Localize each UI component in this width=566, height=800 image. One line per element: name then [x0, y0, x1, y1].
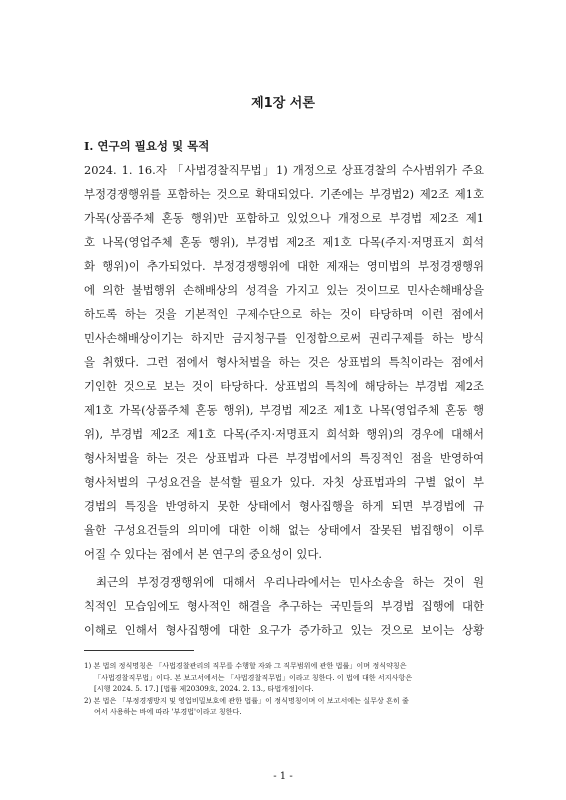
paragraph-line: 이해로 인해서 형사집행에 대한 요구가 증가하고 있는 것으로 보이는 상황 — [84, 623, 484, 637]
paragraph-line: 부정경쟁행위를 포함하는 것으로 확대되었다. 기존에는 부경법2) 제2조 제1호 — [84, 187, 484, 201]
section-heading: Ⅰ. 연구의 필요성 및 목적 — [84, 139, 210, 153]
page-number: - 1 - — [273, 771, 293, 782]
paragraph-line: 최근의 부정경쟁행위에 대해서 우리나라에서는 민사소송을 하는 것이 원 — [96, 575, 484, 589]
paragraph-line: 율한 구성요건들의 의미에 대한 이해 없는 상태에서 잘못된 법집행이 이루 — [84, 523, 484, 537]
footnote-divider — [84, 650, 194, 651]
paragraph-line: 2024. 1. 16.자 「사법경찰직무법」1) 개정으로 상표경찰의 수사범위가 주요 — [84, 163, 484, 177]
paragraph-line: 위), 부경법 제2조 제1호 다목(주지·저명표지 희석화 행위)의 경우에 대해서 — [84, 427, 484, 441]
paragraph-line: 에 의한 불법행위 손해배상의 성격을 가지고 있는 것이므로 민사손해배상을 — [84, 283, 484, 297]
paragraph-line: 민사손해배상이기는 하지만 금지청구를 인정함으로써 권리구제를 하는 방식 — [84, 331, 484, 345]
paragraph-line: 제1호 가목(상품주체 혼동 행위), 부경법 제2조 제1호 나목(영업주체 혼동 행 — [84, 403, 484, 417]
body-paragraph-2 — [84, 570, 484, 642]
paragraph-line: 경법의 특징을 반영하지 못한 상태에서 형사집행을 하게 되면 부경법에 규 — [84, 499, 484, 513]
paragraph-line: 하도록 하는 것을 기본적인 구제수단으로 하는 것이 타당하며 이런 점에서 — [84, 307, 484, 321]
paragraph-line: 형사처벌의 구성요건을 분석할 필요가 있다. 자칫 상표법과의 구별 없이 부 — [84, 475, 484, 489]
footnote-2-line: 2) 본 법은 「부정경쟁방지 및 영업비밀보호에 관한 법률」이 정식명칭이며 이 보고서에는 실무상 흔히 줄 — [84, 695, 409, 705]
footnote-1-line: 1) 본 법의 정식명칭은 「사법경찰관리의 직무를 수행할 자와 그 직무범위에 관한 법률」이며 정식약칭은 — [84, 661, 407, 670]
footnote-1-line: 「사법경찰직무법」이다. 본 보고서에서는 「사법경찰직무법」이라고 칭한다. 이 법에 대한 서지사항은 — [94, 672, 413, 682]
paragraph-line: 형사처벌을 하는 것은 상표법과 다른 부경법에서의 특징적인 점을 반영하여 — [84, 451, 484, 465]
body-paragraph-1 — [84, 158, 484, 566]
paragraph-line: 어질 수 있다는 점에서 본 연구의 중요성이 있다. — [84, 547, 323, 561]
footnote-1-line: [시행 2024. 5. 17.] [법률 제20309호, 2024. 2. 13., 타법개정]이다. — [94, 684, 314, 694]
paragraph-line: 가목(상품주체 혼동 행위)만 포함하고 있었으나 개정으로 부경법 제2조 제1 — [84, 211, 484, 225]
paragraph-line: 칙적인 모습임에도 형사적인 해결을 추구하는 국민들의 부경법 집행에 대한 — [84, 599, 484, 613]
paragraph-line: 을 취했다. 그런 점에서 형사처벌을 하는 것은 상표법의 특칙이라는 점에서 — [84, 355, 484, 369]
footnotes — [84, 660, 494, 718]
paragraph-line: 기인한 것으로 보는 것이 타당하다. 상표법의 특칙에 해당하는 부경법 제2조 — [84, 379, 484, 393]
paragraph-line: 호 나목(영업주체 혼동 행위), 부경법 제2조 제1호 다목(주지·저명표지 희석 — [84, 235, 484, 249]
footnote-2-line: 여서 사용하는 바에 따라 '부경법'이라고 칭한다. — [94, 707, 242, 717]
paragraph-line: 화 행위)이 추가되었다. 부정경쟁행위에 대한 제재는 영미법의 부정경쟁행위 — [84, 259, 484, 273]
chapter-title: 제1장 서론 — [251, 96, 315, 111]
